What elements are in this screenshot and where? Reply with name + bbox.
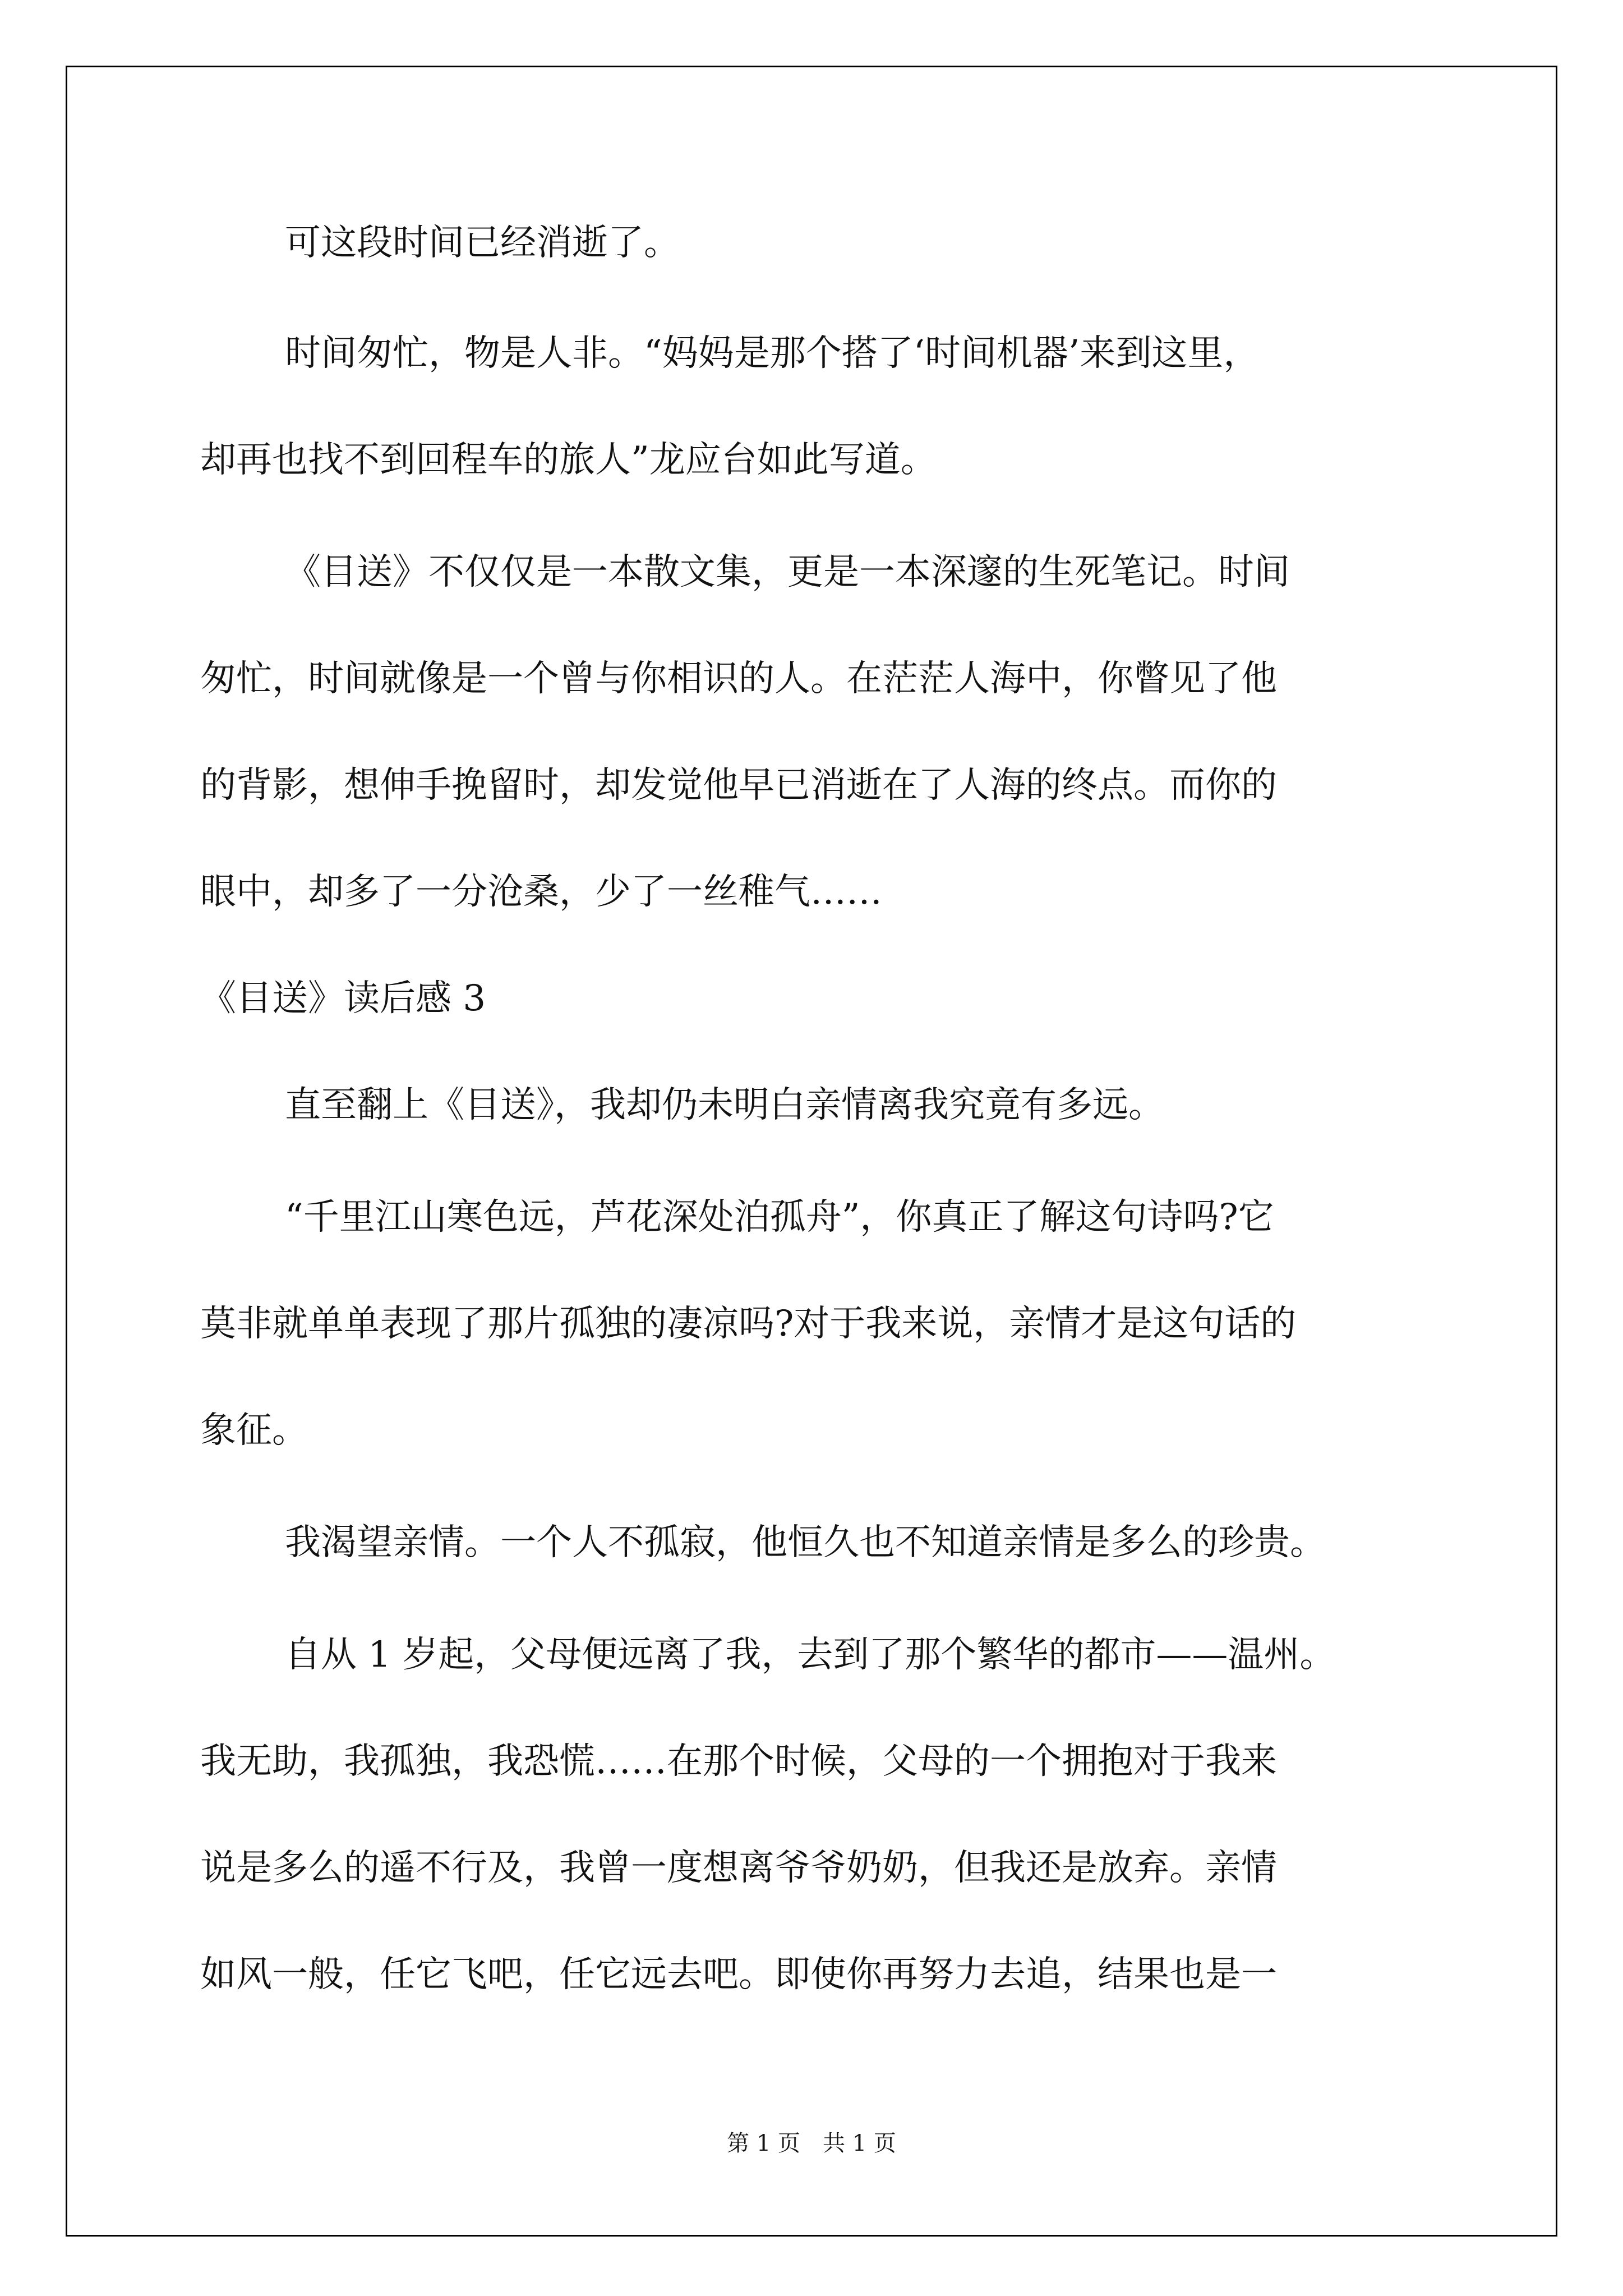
text-line-12: 象征。 <box>200 1410 308 1451</box>
section-heading: 《目送》读后感 3 <box>200 978 486 1019</box>
text-line-9: 直至翻上《目送》，我却仍未明白亲情离我究竟有多远。 <box>285 1084 1164 1126</box>
text-line-1: 可这段时间已经消逝了。 <box>285 222 680 264</box>
page-footer: 第 1 页 共 1 页 <box>727 2131 896 2156</box>
page-border <box>66 66 1557 2237</box>
text-line-5: 匆忙，时间就像是一个曾与你相识的人。在茫茫人海中，你瞥见了他 <box>200 658 1277 700</box>
text-line-15: 我无助，我孤独，我恐慌……在那个时候，父母的一个拥抱对于我来 <box>200 1741 1277 1782</box>
text-line-2: 时间匆忙，物是人非。“妈妈是那个搭了‘时间机器’来到这里， <box>285 333 1260 374</box>
text-line-17: 如风一般，任它飞吧，任它远去吧。即使你再努力去追，结果也是一 <box>200 1954 1277 1995</box>
text-line-13: 我渴望亲情。一个人不孤寂，他恒久也不知道亲情是多么的珍贵。 <box>285 1522 1326 1563</box>
text-line-7: 眼中，却多了一分沧桑，少了一丝稚气…… <box>200 871 882 913</box>
text-line-10: “千里江山寒色远，芦花深处泊孤舟”，你真正了解这句诗吗?它 <box>285 1197 1274 1238</box>
text-line-4: 《目送》不仅仅是一本散文集，更是一本深邃的生死笔记。时间 <box>285 551 1290 593</box>
text-line-3: 却再也找不到回程车的旅人”龙应台如此写道。 <box>200 439 937 481</box>
text-line-16: 说是多么的遥不行及，我曾一度想离爷爷奶奶，但我还是放弃。亲情 <box>200 1847 1277 1889</box>
text-line-11: 莫非就单单表现了那片孤独的凄凉吗?对于我来说，亲情才是这句话的 <box>200 1303 1297 1345</box>
text-line-14: 自从 1 岁起，父母便远离了我，去到了那个繁华的都市——温州。 <box>285 1634 1336 1676</box>
text-line-6: 的背影，想伸手挽留时，却发觉他早已消逝在了人海的终点。而你的 <box>200 765 1277 806</box>
